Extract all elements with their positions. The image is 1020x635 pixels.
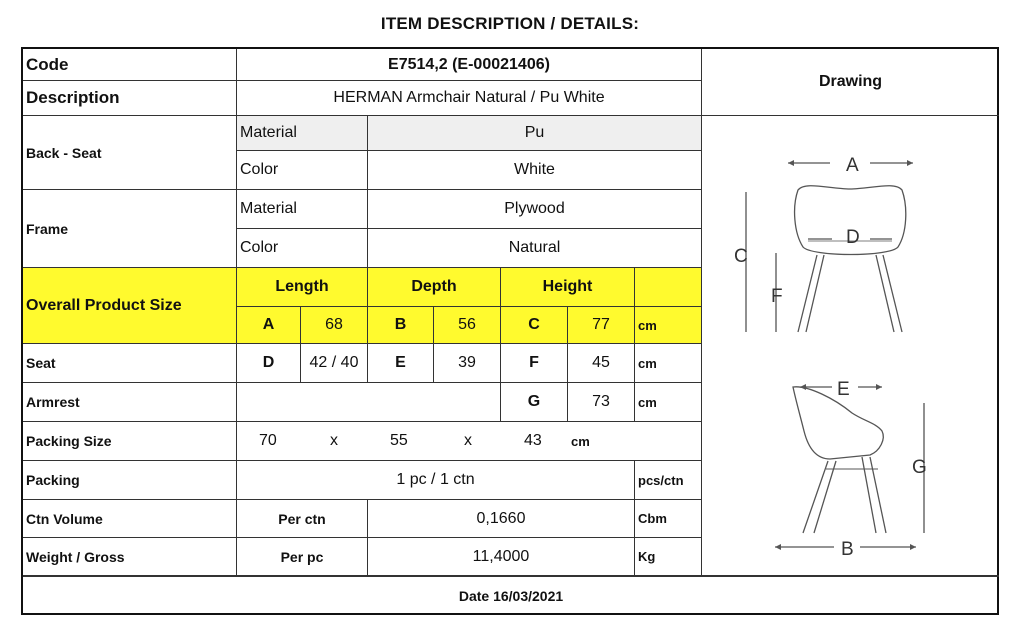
- height-header: Height: [501, 268, 635, 307]
- value-f: 45: [568, 344, 635, 383]
- value-a: 68: [301, 307, 368, 344]
- overall-header-blank: [635, 268, 702, 307]
- weight-basis: Per pc: [237, 538, 368, 576]
- packing-size-label: Packing Size: [23, 422, 237, 461]
- letter-d: D: [237, 344, 301, 383]
- dim-a-label: A: [846, 155, 859, 176]
- dim-f-label: F: [771, 286, 783, 307]
- packing-height: 43: [524, 432, 542, 449]
- value-b: 56: [434, 307, 501, 344]
- letter-e: E: [368, 344, 434, 383]
- seat-label: Seat: [23, 344, 237, 383]
- back-seat-material-label: Material: [237, 116, 368, 151]
- armrest-label: Armrest: [23, 383, 237, 422]
- depth-header: Depth: [368, 268, 501, 307]
- packing-x1: x: [330, 432, 338, 449]
- packing-label: Packing: [23, 461, 237, 500]
- back-seat-material-value: Pu: [368, 116, 702, 151]
- seat-unit: cm: [635, 344, 702, 383]
- packing-length: 70: [259, 432, 277, 449]
- ctn-volume-basis: Per ctn: [237, 500, 368, 538]
- ctn-volume-value: 0,1660: [368, 500, 635, 538]
- footer-date: Date 16/03/2021: [23, 576, 999, 615]
- value-e: 39: [434, 344, 501, 383]
- back-seat-label: Back - Seat: [23, 116, 237, 190]
- code-value: E7514,2 (E-00021406): [237, 49, 702, 81]
- packing-value: 1 pc / 1 ctn: [237, 461, 635, 500]
- frame-color-value: Natural: [368, 229, 702, 268]
- letter-g: G: [501, 383, 568, 422]
- weight-value: 11,4000: [368, 538, 635, 576]
- frame-material-value: Plywood: [368, 190, 702, 229]
- armrest-blank: [237, 383, 501, 422]
- letter-f: F: [501, 344, 568, 383]
- armrest-unit: cm: [635, 383, 702, 422]
- description-label: Description: [23, 81, 237, 116]
- value-g: 73: [568, 383, 635, 422]
- dim-b-label: B: [841, 539, 854, 560]
- length-header: Length: [237, 268, 368, 307]
- frame-color-label: Color: [237, 229, 368, 268]
- frame-material-label: Material: [237, 190, 368, 229]
- dim-c-label: C: [734, 246, 748, 267]
- code-label: Code: [23, 49, 237, 81]
- value-d: 42 / 40: [301, 344, 368, 383]
- value-c: 77: [568, 307, 635, 344]
- letter-b: B: [368, 307, 434, 344]
- letter-c: C: [501, 307, 568, 344]
- letter-a: A: [237, 307, 301, 344]
- side-view: [775, 384, 924, 550]
- weight-unit: Kg: [635, 538, 702, 576]
- chair-drawing: [700, 115, 997, 575]
- back-seat-color-value: White: [368, 151, 702, 190]
- page-title: ITEM DESCRIPTION / DETAILS:: [380, 14, 640, 33]
- dim-d-label: D: [846, 227, 860, 248]
- packing-width: 55: [390, 432, 408, 449]
- packing-size-cell: [237, 422, 702, 461]
- weight-label: Weight / Gross: [23, 538, 237, 576]
- overall-unit: cm: [635, 307, 702, 344]
- packing-size-unit: cm: [571, 433, 590, 449]
- description-value: HERMAN Armchair Natural / Pu White: [237, 81, 702, 116]
- packing-unit: pcs/ctn: [635, 461, 702, 500]
- ctn-volume-label: Ctn Volume: [23, 500, 237, 538]
- frame-label: Frame: [23, 190, 237, 268]
- ctn-volume-unit: Cbm: [635, 500, 702, 538]
- dim-g-label: G: [912, 457, 927, 478]
- overall-size-label: Overall Product Size: [23, 268, 237, 344]
- back-seat-color-label: Color: [237, 151, 368, 190]
- dim-e-label: E: [837, 379, 850, 400]
- drawing-label: Drawing: [702, 49, 999, 116]
- packing-x2: x: [464, 432, 472, 449]
